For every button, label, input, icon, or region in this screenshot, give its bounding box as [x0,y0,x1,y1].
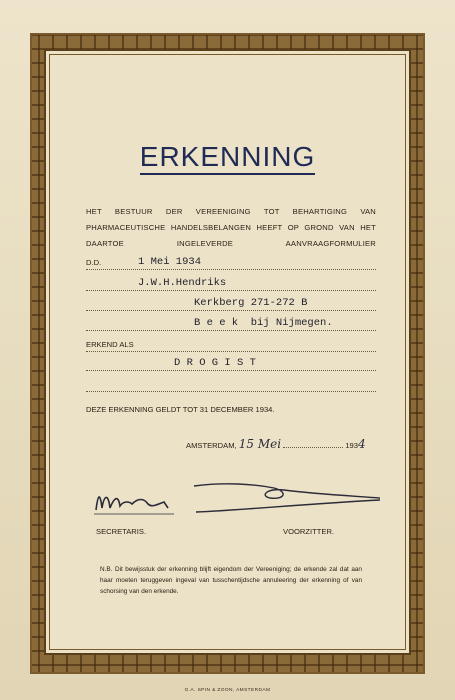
date-value: 1 Mei 1934 [138,256,202,268]
secretary-signature [96,497,168,510]
note-text: N.B. Dit bewijsstuk der erkenning blijft eigendom der Vereeniging; de erkende zal dat aan haar moeten teruggeven ingeval van tusschentijdsche annuleering der erkenning of van schorsing van den erkende. [100,566,362,595]
signatures [84,474,384,524]
chairman-signature [194,484,380,512]
name-line [86,275,376,291]
secretary-label: SECRETARIS. [96,527,147,536]
intro-text: HET BESTUUR DER VEREENIGING TOT BEHARTIGING VAN PHARMACEUTISCHE HANDELSBELANGEN HEEFT OP GROND VAN HET DAARTOE INGELEVERDE AANVRAAGFORMULIER [86,207,376,248]
recipient-name: J.W.H.Hendriks [138,277,227,289]
place-day-month: 15 Mei [238,437,282,451]
recipient-city: B e e k bij Nijmegen. [194,317,333,329]
blank-line [86,376,376,392]
place-date [186,437,386,451]
chairman-label: VOORZITTER. [283,527,335,536]
address-line [86,295,376,311]
validity-text: DEZE ERKENNING GELDT TOT 31 DECEMBER 1934. [86,405,275,414]
printer-mark: G.A. SPIN & ZOON, AMSTERDAM [184,688,271,693]
recognized-line [86,336,376,352]
place-label: AMSTERDAM, [186,441,237,450]
place-year-print: 193 [345,441,358,450]
profession-value: D R O G I S T [174,357,256,369]
date-label: D.D. [86,258,102,267]
profession-line [86,355,376,371]
recognized-label: ERKEND ALS [86,340,134,349]
city-line [86,315,376,331]
date-line [86,254,376,270]
certificate-content [44,49,411,655]
place-dotted-gap [283,447,343,448]
place-year-hand: 4 [358,437,366,451]
certificate-title: ERKENNING [44,141,411,173]
recipient-address: Kerkberg 271-272 B [194,297,308,309]
